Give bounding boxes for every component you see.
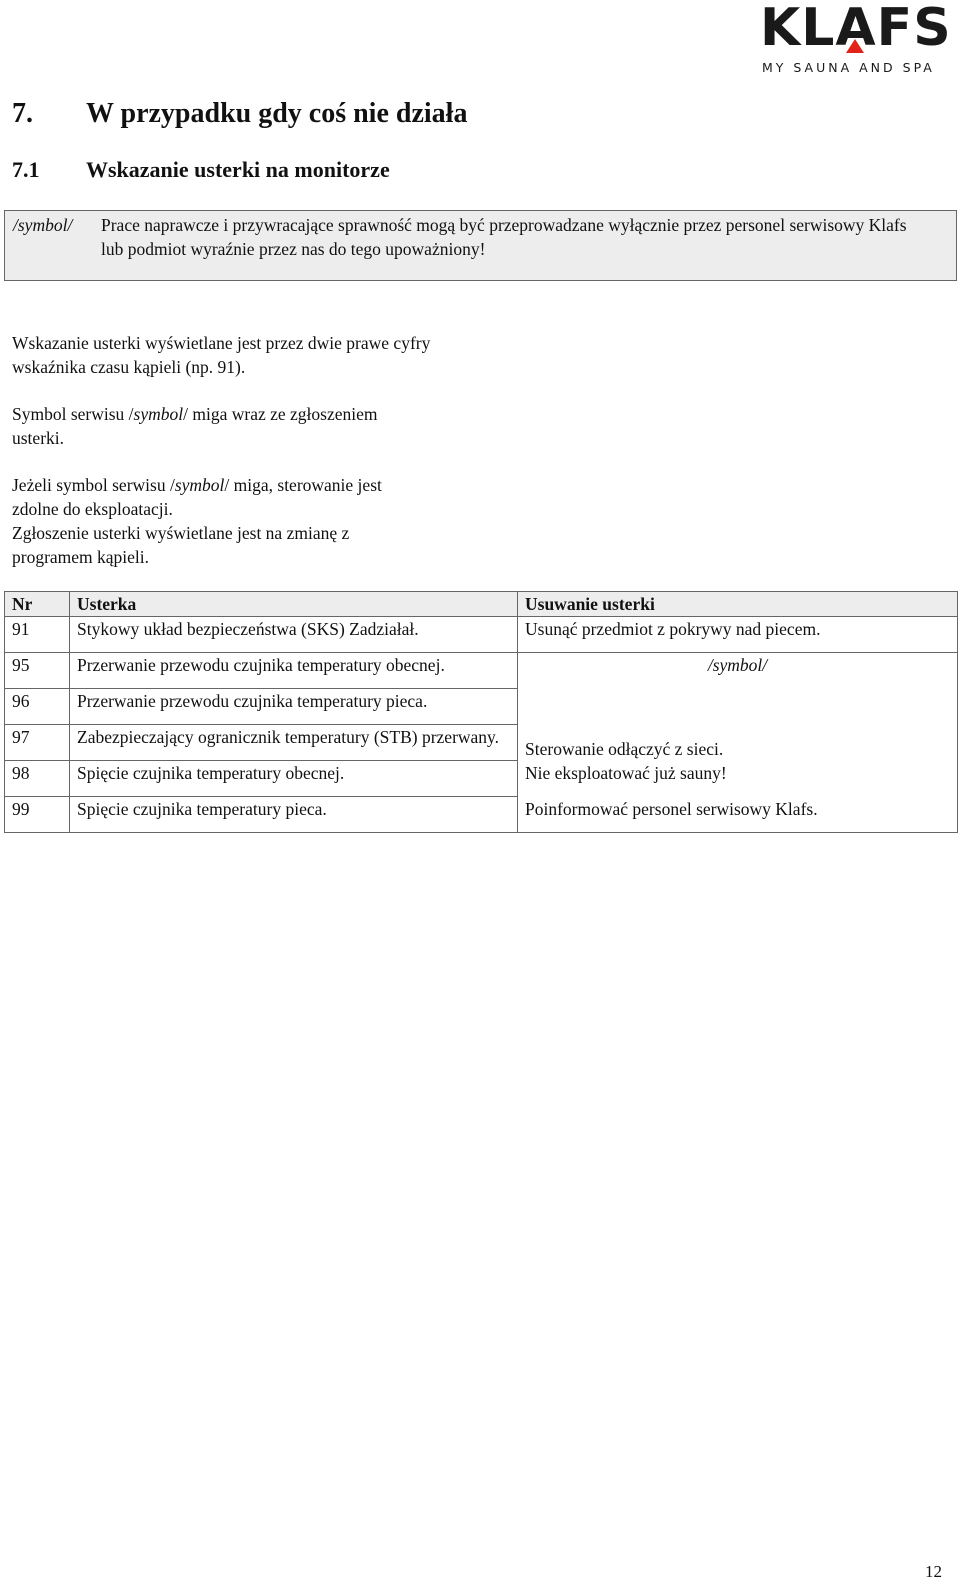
- header-nr: Nr: [5, 592, 70, 617]
- cell-fault: Przerwanie przewodu czujnika temperatury pieca.: [70, 689, 518, 725]
- warning-text: Prace naprawcze i przywracające sprawność mogą być przeprowadzane wyłącznie przez personel serwisowy Klafs lub podmiot wyraźnie przez nas do tego upoważniony!: [101, 215, 907, 259]
- cell-nr: 99: [5, 797, 70, 833]
- cell-fault: Spięcie czujnika temperatury pieca.: [70, 797, 518, 833]
- logo-triangle-icon: [846, 39, 864, 53]
- paragraph-service-symbol: [12, 402, 432, 450]
- logo-tagline: MY SAUNA AND SPA: [762, 60, 935, 75]
- section-number: 7.: [12, 98, 33, 129]
- table-header-row: [5, 592, 958, 617]
- section-title: W przypadku gdy coś nie działa: [86, 98, 468, 129]
- cell-remedy: Sterowanie odłączyć z sieci.: [518, 725, 958, 761]
- table-row: [5, 761, 958, 797]
- table-row: [5, 617, 958, 653]
- table-row: [5, 797, 958, 833]
- text-fragment: Zgłoszenie usterki wyświetlane jest na zmianę z programem kąpieli.: [12, 523, 350, 567]
- cell-fault: Zabezpieczający ogranicznik temperatury (STB) przerwany.: [70, 725, 518, 761]
- cell-fault: Spięcie czujnika temperatury obecnej.: [70, 761, 518, 797]
- symbol-placeholder: symbol: [133, 404, 184, 424]
- header-fault: Usterka: [70, 592, 518, 617]
- cell-remedy: Usunąć przedmiot z pokrywy nad piecem.: [518, 617, 958, 653]
- cell-nr: 95: [5, 653, 70, 689]
- cell-remedy: Nie eksploatować już sauny!: [518, 761, 958, 797]
- cell-remedy: Poinformować personel serwisowy Klafs.: [518, 797, 958, 833]
- text-fragment: / miga wraz ze zgłoszeniem usterki.: [12, 404, 378, 448]
- cell-nr: 97: [5, 725, 70, 761]
- cell-remedy-symbol: /symbol/: [518, 653, 958, 689]
- table-row: [5, 725, 958, 761]
- cell-remedy-empty: [518, 689, 958, 725]
- subsection-number: 7.1: [12, 157, 40, 182]
- klafs-logo: [760, 0, 950, 78]
- table-row: [5, 653, 958, 689]
- cell-nr: 91: [5, 617, 70, 653]
- symbol-placeholder: symbol: [174, 475, 225, 495]
- logo-wordmark: KLAFS: [760, 0, 952, 58]
- subsection-heading: [12, 157, 390, 183]
- paragraph-operability: [12, 473, 432, 569]
- cell-fault: Stykowy układ bezpieczeństwa (SKS) Zadziałał.: [70, 617, 518, 653]
- cell-nr: 98: [5, 761, 70, 797]
- fault-table: [4, 591, 958, 833]
- paragraph-fault-display: Wskazanie usterki wyświetlane jest przez dwie prawe cyfry wskaźnika czasu kąpieli (np. 91).: [12, 333, 431, 377]
- cell-nr: 96: [5, 689, 70, 725]
- page-number: 12: [925, 1562, 942, 1581]
- table-row: [5, 689, 958, 725]
- text-fragment: Symbol serwisu /: [12, 404, 134, 424]
- text-fragment: / miga, sterowanie jest zdolne do eksploatacji.: [12, 475, 382, 519]
- warning-notice-box: [4, 210, 957, 281]
- header-remedy: Usuwanie usterki: [518, 592, 958, 617]
- warning-symbol-placeholder: /symbol/: [13, 215, 73, 235]
- cell-fault: Przerwanie przewodu czujnika temperatury obecnej.: [70, 653, 518, 689]
- text-fragment: Jeżeli symbol serwisu /: [12, 475, 175, 495]
- section-heading: [12, 98, 467, 130]
- subsection-title: Wskazanie usterki na monitorze: [86, 157, 390, 182]
